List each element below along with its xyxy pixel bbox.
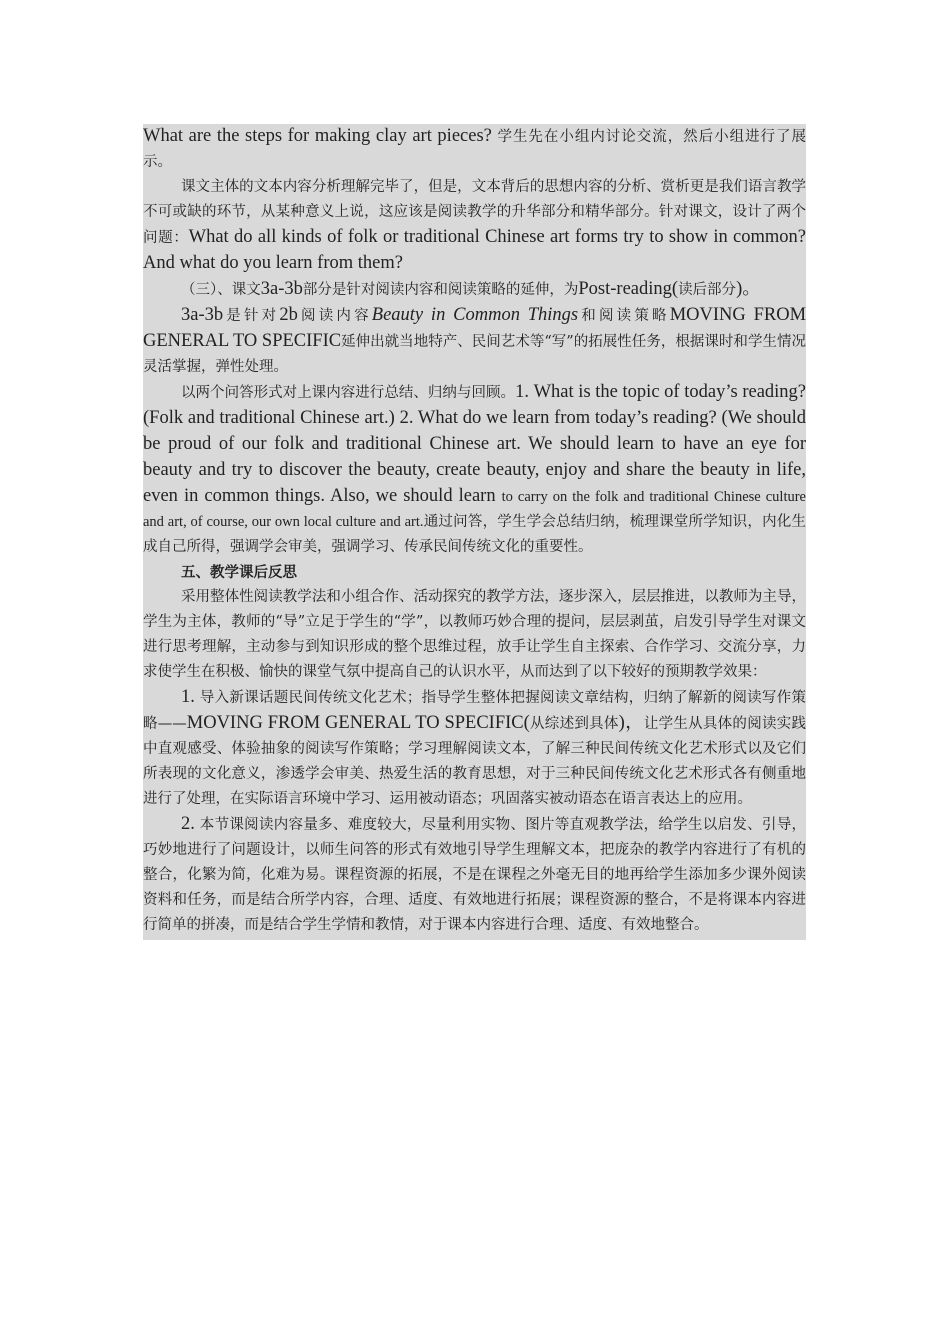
chinese-text: 延伸出就当地特产、民间艺术等“写”的拓展性任务，根据课时和学生情况灵活掌握，弹性处理。 [143, 334, 807, 375]
chinese-text: 课文主体的文本内容分析理解完毕了，但是，文本背后的思想内容的分析、赏析更是我们语言教学不可或缺的环节，从某种意义上说，这应该是阅读教学的升华部分和精华部分。针对课文，设计了两个问题： [143, 179, 806, 246]
paragraph-clay-steps [143, 124, 806, 175]
english-questions: What do all kinds of folk or traditional Chinese art forms try to show in common? And what do you learn from them? [143, 227, 806, 273]
list-number: 2. [181, 814, 195, 834]
document-text-block [143, 124, 806, 940]
chinese-text: 通过问答，学生学会总结归纳，梳理课堂所学知识，内化生成自己所得，强调学会审美，强调学习、传承民间传统文化的重要性。 [143, 514, 806, 555]
chinese-text: 和阅读策略 [578, 308, 670, 324]
chinese-text: （三）、课文 [181, 282, 261, 298]
paragraph-summary-qa [143, 380, 806, 560]
chinese-text: 采用整体性阅读教学法和小组合作、活动探究的教学方法，逐步深入，层层推进，以教师为主导，学生为主体，教师的“导”立足于学生的“学”，以教师巧妙合理的提问，层层剥茧，启发引导学生对课文进行思考理解，主动参与到知识形成的整个思维过程，放手让学生自主探索、合作学习、交流分享，力求使学生在积极、愉快的课堂气氛中提高自己的认识水平，从而达到了以下较好的预期教学效果： [143, 589, 806, 680]
chinese-text: 部分是针对阅读内容和阅读策略的延伸，为 [302, 282, 579, 298]
english-text: MOVING FROM GENERAL TO SPECIFIC( [186, 713, 530, 733]
list-number: 1. [181, 687, 195, 707]
english-text: )。 [736, 279, 761, 299]
chinese-text: 以两个问答形式对上课内容进行总结、归纳与回顾。 [181, 385, 516, 401]
chinese-text: 阅读内容 [297, 308, 372, 324]
english-text: 2b [279, 305, 298, 325]
chinese-text: 本节课阅读内容量多、难度较大，尽量利用实物、图片等直观教学法，给学生以启发、引导，巧妙地进行了问题设计，以师生问答的形式有效地引导学生理解文本，把庞杂的教学内容进行了有机的整合，化繁为简，化难为易。课程资源的拓展，不是在课程之外毫无目的地再给学生添加多少课外阅读资料和任务，而是结合所学内容，合理、适度、有效地进行拓展；课程资源的整合，不是将课本内容进行简单的拼凑，而是结合学生学情和教情，对于课本内容进行合理、适度、有效地整合。 [143, 817, 807, 933]
english-text: 3a-3b [260, 279, 303, 299]
chinese-text: 学生先在小组内讨论交流，然后小组进行了展示。 [143, 129, 807, 170]
english-italic-title: Beauty in Common Things [371, 305, 579, 325]
paragraph-reflection [143, 585, 806, 685]
paragraph-point-2 [143, 812, 806, 938]
english-question: What are the steps for making clay art pieces? [143, 126, 492, 146]
paragraph-3a-3b [143, 303, 806, 380]
english-text: MOVING FROM GENERAL TO SPECIFIC [143, 305, 807, 351]
chinese-text: 导入新课话题民间传统文化艺术；指导学生整体把握阅读文章结构，归纳了解新的阅读写作策略—— [143, 690, 807, 732]
paragraph-post-reading [143, 277, 806, 303]
english-small-text: to carry on the folk and traditional Chinese culture and art, of course, our own local culture and art. [143, 489, 806, 530]
english-text: Post-reading( [578, 279, 679, 299]
paragraph-point-1 [143, 685, 806, 812]
chinese-text: 是针对 [223, 308, 280, 324]
english-text: )， [618, 713, 644, 733]
english-text: 1. What is the topic of today’s reading? (Folk and traditional Chinese art.) 2. What do we learn from today’s reading? (We should be proud of our folk and traditional Chinese art. We should learn to have an eye for beauty and try to discover the beauty, create beauty, enjoy and share the beauty in life, even in common things. Also, we should learn [143, 382, 807, 506]
chinese-text: 读后部分 [678, 282, 737, 298]
chinese-text: 从综述到具体 [529, 716, 619, 732]
chinese-text: 让学生从具体的阅读实践中直观感受、体验抽象的阅读写作策略；学习理解阅读文本，了解三种民间传统文化艺术形式以及它们所表现的文化意义，渗透学会审美、热爱生活的教育思想，对于三种民间传统文化艺术形式各有侧重地进行了处理，在实际语言环境中学习、运用被动语态；巩固落实被动语态在语言表达上的应用。 [143, 716, 806, 807]
paragraph-analysis [143, 175, 806, 277]
english-text: 3a-3b [181, 305, 224, 325]
section-heading: 五、教学课后反思 [181, 564, 297, 581]
